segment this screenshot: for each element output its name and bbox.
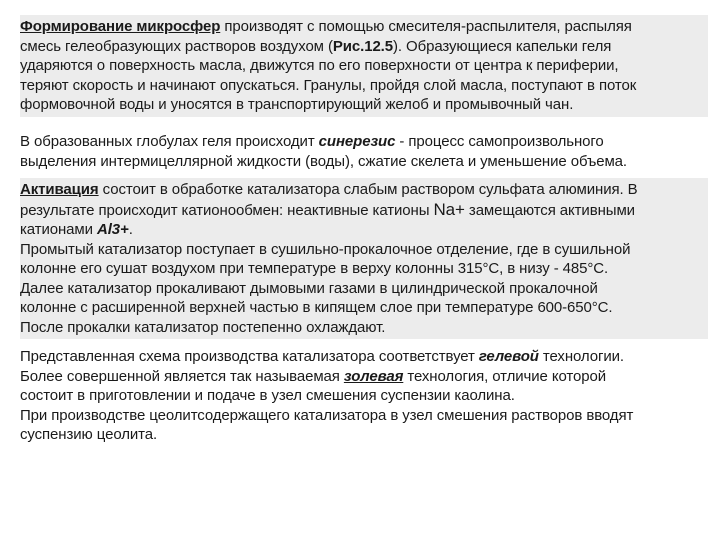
figure-reference: Рис.12.5 [332, 37, 393, 55]
text-line: формовочной воды и уносятся в транспортирующий желоб и промывочный чан. [20, 96, 574, 113]
text-segment: катионами [20, 221, 97, 238]
text-line: После прокалки катализатор постепенно охлаждают. [20, 318, 386, 336]
text-segment: состоит в обработке катализатора слабым раствором сульфата алюминия. В [98, 181, 638, 198]
text-line: состоит в приготовлении и подаче в узел смешения суспензии каолина. [20, 387, 515, 404]
text-segment: В образованных глобулах геля происходит [20, 133, 319, 150]
text-line: колонне его сушат воздухом при температуре в верху колонны 315°С, в низу - 485°С. [20, 260, 609, 277]
paragraph-microspheres [20, 15, 708, 117]
text-segment: технологии. [538, 348, 624, 365]
term-gel: гелевой [478, 348, 539, 365]
text-segment: замещаются активными [464, 201, 635, 219]
text-line [20, 180, 704, 200]
text-line: колонне с расширенной верхней частью в кипящем слое при температуре 600-650°С. [20, 299, 613, 316]
text-line: выделения интермицеллярной жидкости (воды), сжатие скелета и уменьшение объема. [20, 152, 627, 170]
text-line [20, 220, 704, 240]
text-segment: Представленная схема производства катализатора соответствует [20, 348, 479, 365]
text-segment: ). Образующиеся капельки геля [393, 37, 612, 55]
text-segment: производят с помощью смесителя-распылителя, распыляя [220, 18, 632, 35]
text-segment: технология, отличие которой [403, 367, 607, 385]
text-segment: результате происходит катионообмен: неактивные катионы [20, 201, 434, 219]
text-line [20, 200, 704, 221]
text-line: При производстве цеолитсодержащего катализатора в узел смешения растворов вводят [20, 406, 634, 424]
text-line [20, 37, 704, 57]
text-line: суспензию цеолита. [20, 426, 158, 443]
cation-al: Al3+ [96, 221, 129, 238]
term-microspheres: Формирование микросфер [20, 18, 221, 35]
cation-na: Na+ [433, 199, 465, 219]
paragraph-activation [20, 178, 708, 339]
text-line: Промытый катализатор поступает в сушильно-прокалочное отделение, где в сушильной [20, 240, 631, 258]
paragraph-technology [20, 345, 708, 447]
paragraph-syneresis [20, 130, 708, 173]
term-activation: Активация [20, 181, 99, 198]
text-line [20, 132, 704, 152]
text-line: теряют скорость и начинают опускаться. Гранулы, пройдя слой масла, поступают в поток [20, 76, 637, 94]
text-segment: - процесс самопроизвольного [395, 133, 604, 150]
text-line: ударяются о поверхность масла, движутся по его поверхности от центра к периферии, [20, 57, 619, 74]
text-line: Далее катализатор прокаливают дымовыми газами в цилиндрической прокалочной [20, 279, 598, 297]
text-segment: . [128, 221, 133, 238]
term-sol: золевая [343, 367, 404, 385]
text-line [20, 17, 704, 37]
text-line [20, 347, 704, 367]
text-segment: смесь гелеобразующих растворов воздухом ( [20, 37, 333, 55]
text-line [20, 367, 704, 387]
text-segment: Более совершенной является так называемая [20, 367, 344, 385]
term-syneresis: синерезис [318, 133, 396, 150]
